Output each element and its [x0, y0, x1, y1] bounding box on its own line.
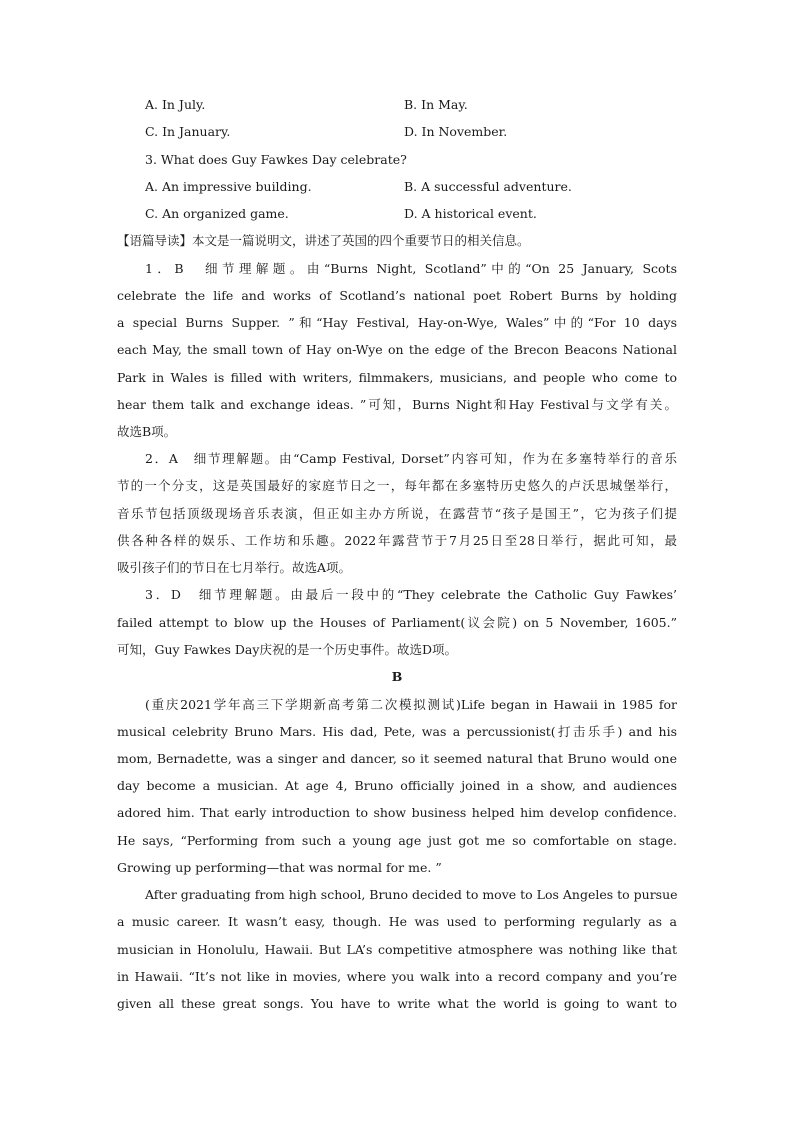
- answer-1-line: hear them talk and exchange ideas. ”可知，Burns Night和Hay Festival与文学有关。: [117, 397, 677, 412]
- answer-2-line: 音乐节包括顶级现场音乐表演，但正如主办方所说，在露营节“孩子是国王”，它为孩子们提: [117, 506, 677, 521]
- option-2c: C. In January.: [145, 124, 231, 139]
- answer-1-line: each May, the small town of Hay on-Wye on the edge of the Brecon Beacons National: [117, 342, 677, 357]
- answer-1-line: a special Burns Supper. ”和“Hay Festival, Hay-on-Wye, Wales”中的“For 10 days: [117, 315, 677, 330]
- passage-line: After graduating from high school, Bruno decided to move to Los Angeles to pursue: [145, 887, 678, 902]
- answer-2-line: 2．A 细节理解题。由“Camp Festival, Dorset”内容可知，作为在多塞特举行的音乐: [145, 451, 677, 466]
- passage-line: a music career. It wasn’t easy, though. He was used to performing regularly as a: [117, 914, 677, 929]
- answer-3-line: 可知，Guy Fawkes Day庆祝的是一个历史事件。故选D项。: [117, 642, 457, 657]
- answer-1-line: 1．B 细节理解题。由“Burns Night, Scotland”中的“On 25 January, Scots: [145, 261, 677, 276]
- option-2a: A. In July.: [145, 97, 206, 112]
- question-3-stem: 3. What does Guy Fawkes Day celebrate?: [145, 152, 407, 167]
- answer-1-line: 故选B项。: [117, 424, 177, 439]
- option-2d: D. In November.: [404, 124, 508, 139]
- passage-line: mom, Bernadette, was a singer and dancer, so it seemed natural that Bruno would one: [117, 751, 677, 766]
- passage-line: given all these great songs. You have to write what the world is going to want to: [117, 996, 677, 1011]
- option-3d: D. A historical event.: [404, 206, 537, 221]
- answer-2-line: 节的一个分支，这是英国最好的家庭节日之一，每年都在多塞特历史悠久的卢沃思城堡举行，: [117, 478, 677, 493]
- answer-2-line: 吸引孩子们的节日在七月举行。故选A项。: [117, 560, 352, 575]
- passage-line: He says, “Performing from such a young age just got me so comfortable on stage.: [117, 833, 677, 848]
- passage-line: in Hawaii. “It’s not like in movies, where you walk into a record company and you’re: [117, 969, 677, 984]
- answer-3-line: failed attempt to blow up the Houses of Parliament(议会院) on 5 November, 1605.”: [117, 615, 677, 630]
- option-3c: C. An organized game.: [145, 206, 289, 221]
- section-heading: B: [391, 669, 403, 684]
- option-3a: A. An impressive building.: [145, 179, 312, 194]
- option-2b: B. In May.: [404, 97, 468, 112]
- passage-line: adored him. That early introduction to show business helped him develop confidence.: [117, 805, 677, 820]
- passage-line: musical celebrity Bruno Mars. His dad, Pete, was a percussionist(打击乐手) and his: [117, 724, 677, 739]
- option-3b: B. A successful adventure.: [404, 179, 572, 194]
- passage-line: musician in Honolulu, Hawaii. But LA’s competitive atmosphere was nothing like that: [117, 942, 677, 957]
- reading-guide: 【语篇导读】本文是一篇说明文，讲述了英国的四个重要节日的相关信息。: [117, 233, 530, 248]
- answer-1-line: Park in Wales is filled with writers, filmmakers, musicians, and people who come to: [117, 370, 677, 385]
- passage-line: (重庆2021学年高三下学期新高考第二次模拟测试)Life began in Hawaii in 1985 for: [145, 697, 677, 712]
- passage-line: Growing up performing—that was normal for me. ”: [117, 860, 442, 875]
- passage-line: day become a musician. At age 4, Bruno officially joined in a show, and audiences: [117, 778, 677, 793]
- answer-3-line: 3．D 细节理解题。由最后一段中的“They celebrate the Catholic Guy Fawkes’: [145, 587, 677, 602]
- answer-2-line: 供各种各样的娱乐、工作坊和乐趣。2022年露营节于7月25日至28日举行，据此可知，最: [117, 533, 677, 548]
- answer-1-line: celebrate the life and works of Scotland’s national poet Robert Burns by holding: [117, 288, 677, 303]
